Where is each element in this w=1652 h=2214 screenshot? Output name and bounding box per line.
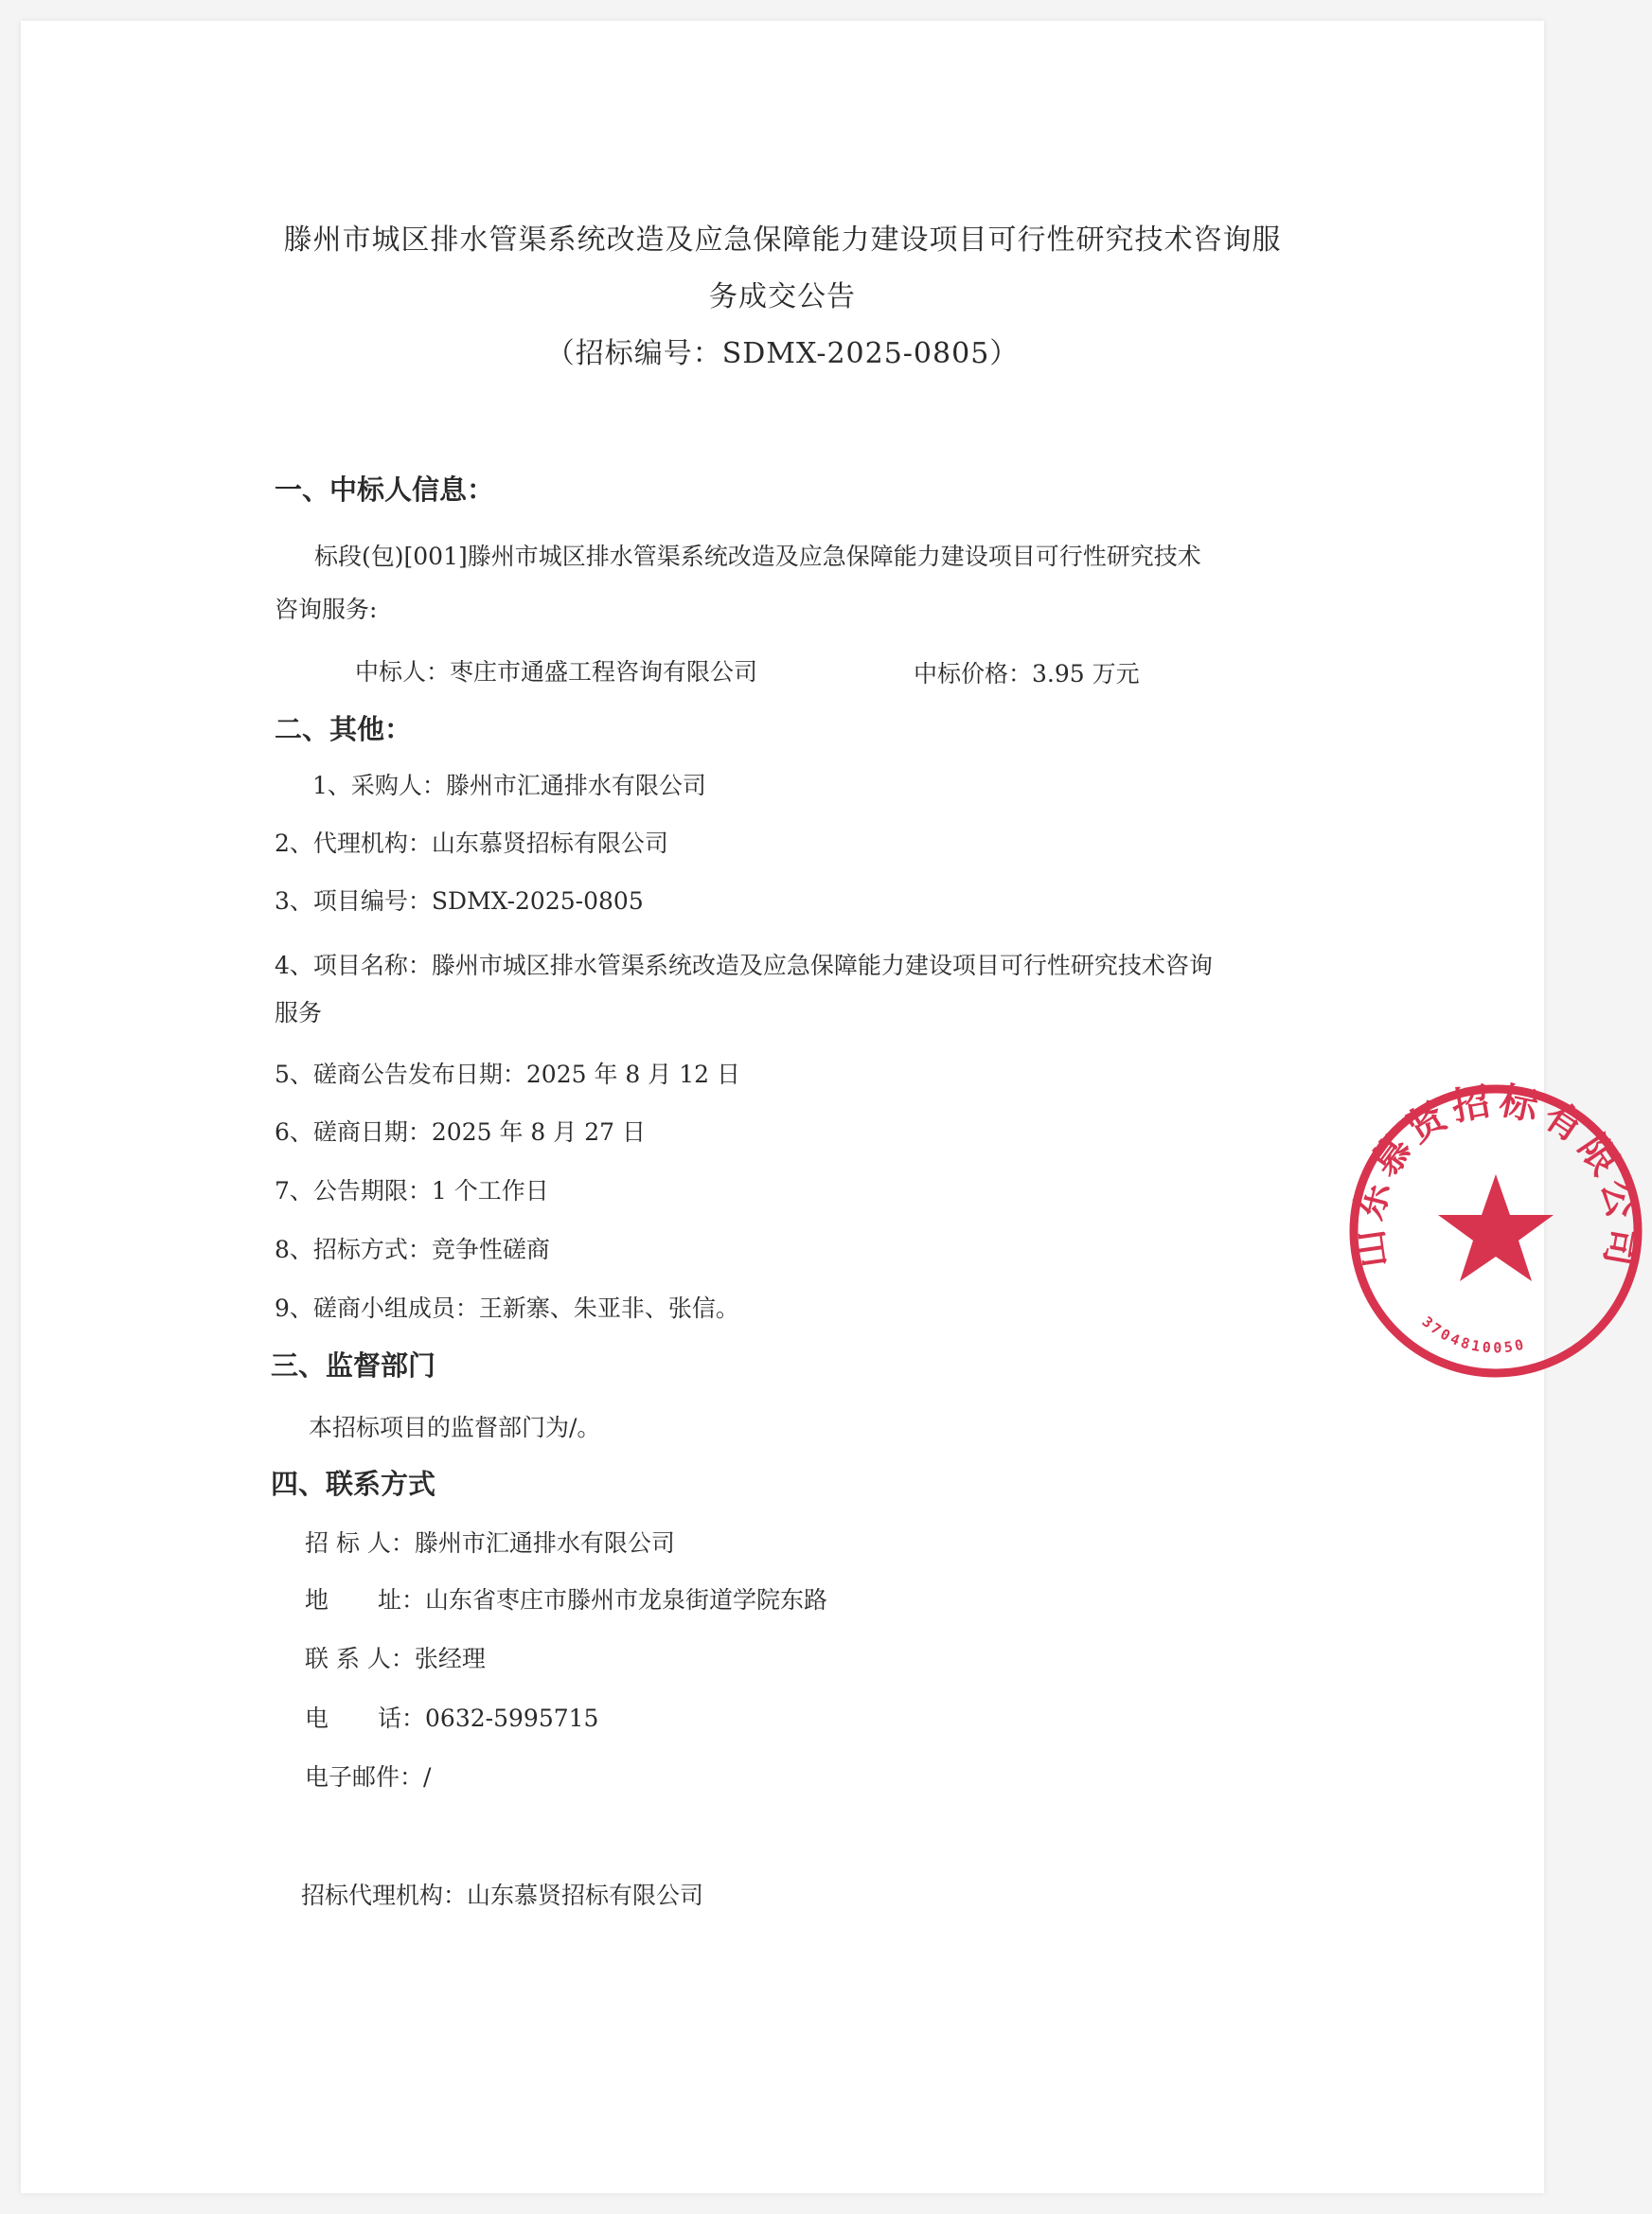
contact-value: 山东省枣庄市滕州市龙泉街道学院东路 bbox=[425, 1586, 828, 1614]
supervision-text: 本招标项目的监督部门为/。 bbox=[309, 1414, 601, 1441]
contact-label-char: 电 bbox=[305, 1705, 329, 1732]
contact-label bbox=[305, 1700, 425, 1734]
contact-row-phone bbox=[305, 1700, 598, 1734]
list-item-method: 8、招标方式：竞争性磋商 bbox=[275, 1236, 550, 1263]
list-item-project-number: 3、项目编号：SDMX-2025-0805 bbox=[275, 887, 644, 915]
winning-price: 中标价格：3.95 万元 bbox=[914, 660, 1140, 687]
list-item-negotiation-date: 6、磋商日期：2025 年 8 月 27 日 bbox=[275, 1118, 646, 1146]
contact-row-email bbox=[305, 1759, 431, 1793]
contact-value: / bbox=[423, 1763, 432, 1791]
agency-signature: 招标代理机构：山东慕贤招标有限公司 bbox=[301, 1882, 704, 1909]
contact-label-char: 话： bbox=[378, 1705, 426, 1732]
contact-value: 0632-5995715 bbox=[425, 1705, 599, 1732]
section-heading-winner: 一、中标人信息： bbox=[275, 473, 495, 506]
section-heading-other: 二、其他： bbox=[275, 713, 413, 745]
list-item-project-name: 4、项目名称：滕州市城区排水管渠系统改造及应急保障能力建设项目可行性研究技术咨询 bbox=[275, 952, 1213, 979]
contact-row-address bbox=[305, 1581, 827, 1616]
list-item-period: 7、公告期限：1 个工作日 bbox=[275, 1177, 549, 1205]
section-heading-contact: 四、联系方式 bbox=[271, 1468, 436, 1500]
contact-label-char: 址： bbox=[378, 1586, 426, 1614]
list-item-members: 9、磋商小组成员：王新寨、朱亚非、张信。 bbox=[275, 1294, 739, 1322]
document-title-line1: 滕州市城区排水管渠系统改造及应急保障能力建设项目可行性研究技术咨询服 bbox=[283, 223, 1282, 257]
lot-description-line1: 标段(包)[001]滕州市城区排水管渠系统改造及应急保障能力建设项目可行性研究技术 bbox=[314, 543, 1201, 570]
list-item-purchaser: 1、采购人：滕州市汇通排水有限公司 bbox=[312, 772, 706, 799]
seal-text: 山东慕贤招标有限公司 bbox=[1346, 1079, 1645, 1276]
document-title-line2: 务成交公告 bbox=[709, 280, 856, 313]
bid-number: （招标编号：SDMX-2025-0805） bbox=[545, 337, 1020, 370]
contact-label: 联 系 人： bbox=[305, 1645, 415, 1672]
contact-value: 张经理 bbox=[414, 1645, 486, 1672]
list-item-project-name-cont: 服务 bbox=[275, 999, 323, 1027]
list-item-agency: 2、代理机构：山东慕贤招标有限公司 bbox=[275, 830, 668, 857]
section-heading-supervision: 三、监督部门 bbox=[271, 1349, 436, 1382]
seal-code: 3704810050 bbox=[1418, 1312, 1529, 1357]
contact-row-tenderer bbox=[305, 1525, 675, 1559]
winner-name: 中标人：枣庄市通盛工程咨询有限公司 bbox=[355, 658, 758, 686]
contact-label bbox=[305, 1581, 425, 1616]
contact-value: 滕州市汇通排水有限公司 bbox=[414, 1529, 675, 1557]
contact-row-person bbox=[305, 1640, 486, 1674]
contact-label: 招 标 人： bbox=[305, 1529, 415, 1557]
contact-label-char: 地 bbox=[305, 1586, 329, 1614]
list-item-announce-date: 5、磋商公告发布日期：2025 年 8 月 12 日 bbox=[275, 1061, 740, 1088]
contact-label: 电子邮件： bbox=[305, 1763, 424, 1791]
lot-description-line2: 咨询服务: bbox=[275, 596, 378, 623]
